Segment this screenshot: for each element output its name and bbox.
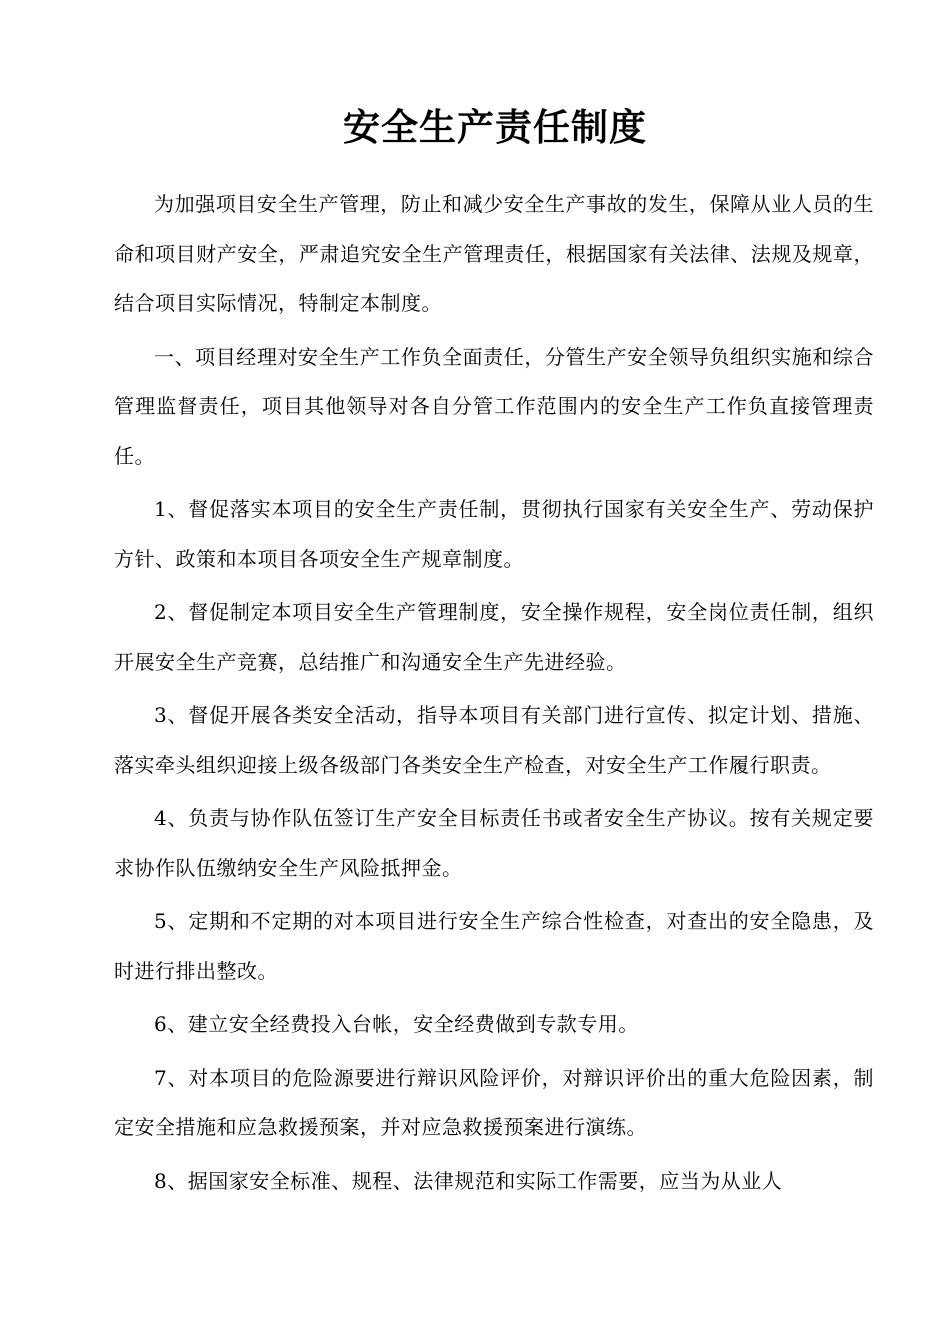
paragraph-item-5: 5、定期和不定期的对本项目进行安全生产综合性检查，对查出的安全隐患，及时进行排出整改。 [114, 909, 874, 983]
paragraph-item-1: 1、督促落实本项目的安全生产责任制，贯彻执行国家有关安全生产、劳动保护方针、政策和本项目各项安全生产规章制度。 [114, 497, 874, 571]
paragraph-item-6: 6、建立安全经费投入台帐，安全经费做到专款专用。 [154, 1012, 639, 1036]
paragraph-item-8: 8、据国家安全标准、规程、法律规范和实际工作需要，应当为从业人 [154, 1168, 783, 1193]
paragraph-section-1: 一、项目经理对安全生产工作负全面责任，分管生产安全领导负组织实施和综合管理监督责任，项目其他领导对各自分管工作范围内的安全生产工作负直接管理责任。 [114, 344, 874, 468]
paragraph-item-2: 2、督促制定本项目安全生产管理制度，安全操作规程，安全岗位责任制，组织开展安全生产竞赛，总结推广和沟通安全生产先进经验。 [114, 600, 874, 674]
document-body [114, 180, 874, 1210]
paragraph-item-4: 4、负责与协作队伍签订生产安全目标责任书或者安全生产协议。按有关规定要求协作队伍缴纳安全生产风险抵押金。 [114, 806, 874, 880]
document-title: 安全生产责任制度 [343, 105, 647, 149]
paragraph-item-3: 3、督促开展各类安全活动，指导本项目有关部门进行宣传、拟定计划、措施、落实牵头组织迎接上级各级部门各类安全生产检查，对安全生产工作履行职责。 [114, 703, 874, 777]
paragraph-intro: 为加强项目安全生产管理，防止和减少安全生产事故的发生，保障从业人员的生命和项目财产安全，严肃追究安全生产管理责任，根据国家有关法律、法规及规章，结合项目实际情况，特制定本制度。 [114, 192, 874, 315]
paragraph-item-7: 7、对本项目的危险源要进行辩识风险评价，对辩识评价出的重大危险因素，制定安全措施和应急救援预案，并对应急救援预案进行演练。 [114, 1065, 874, 1139]
